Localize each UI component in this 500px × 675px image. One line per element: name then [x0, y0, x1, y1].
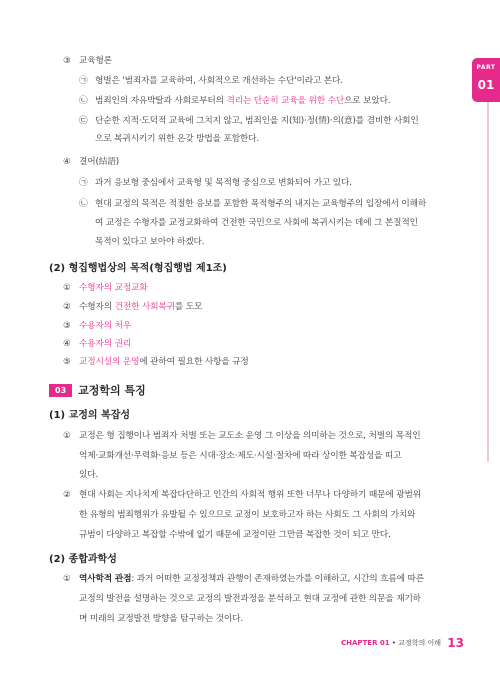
item-mark: ㉢ — [79, 116, 88, 126]
synthesis-line — [79, 593, 421, 605]
item-text: 현대 사회는 지나치게 복잡다단하고 인간의 사회적 행위 또한 너무나 다양하기 때문에 광범위 — [79, 490, 421, 500]
item-highlight: 수용자의 권리 — [79, 339, 132, 349]
item-highlight: 격리는 단순히 교육을 위한 수단 — [226, 96, 345, 106]
block2-item — [79, 177, 352, 189]
item-num: ③ — [63, 321, 71, 331]
block2-item-cont — [95, 236, 204, 248]
item-num: ① — [63, 574, 71, 584]
item-highlight: 수형자의 교정교화 — [79, 283, 148, 293]
section-heading-complexity: (1) 교정의 복잡성 — [49, 410, 131, 421]
complexity-line — [79, 469, 98, 481]
purpose-item — [63, 282, 148, 294]
purpose-item — [63, 338, 131, 350]
item-num: ⑤ — [63, 357, 71, 367]
complexity-line — [63, 489, 421, 501]
item-num: ② — [63, 302, 71, 312]
synthesis-line — [63, 573, 424, 585]
item-text: 으로 복귀시키기 위한 온갖 방법을 포함한다. — [95, 134, 260, 144]
complexity-line — [79, 509, 415, 521]
item-text-tail: 으로 보았다. — [344, 96, 391, 106]
item-text: 현대 교정의 목적은 적절한 응보를 포함한 목적형주의 내지는 교육형주의 입장에서 이해하 — [95, 199, 427, 209]
part-label: PART — [476, 64, 496, 71]
item-text: 형벌은 '범죄자를 교육하여, 사회적으로 개선하는 수단'이라고 본다. — [95, 76, 343, 86]
synthesis-line — [79, 613, 243, 625]
item-highlight: 수용자의 처우 — [79, 321, 132, 331]
item-text: 여 교정은 수형자를 교정교화하여 건전한 국민으로 사회에 복귀시키는 데에 그 본질적인 — [95, 218, 418, 228]
footer-separator: • — [391, 639, 397, 647]
item-text: 범죄인의 자유박탈과 사회로부터의 — [95, 96, 227, 106]
item-num: ④ — [63, 339, 71, 349]
section-heading-synthesis: (2) 종합과학성 — [49, 554, 117, 565]
item-text: 한 유형의 범죄행위가 유발될 수 있으므로 교정이 보호하고자 하는 사회도 그 사회의 가치와 — [79, 510, 416, 520]
part-tab — [472, 58, 500, 102]
complexity-line — [63, 430, 421, 442]
item-text: 수형자의 — [79, 302, 115, 312]
purpose-item — [63, 320, 131, 332]
item-text: 규범이 다양하고 복잡할 수밖에 없기 때문에 교정이란 그만큼 복잡한 것이 되고 만다. — [79, 530, 391, 540]
purpose-item — [63, 301, 202, 313]
side-divider — [487, 102, 489, 462]
block2-heading — [63, 156, 119, 168]
part-number: 01 — [477, 78, 495, 92]
section-title-text: 교정학의 특징 — [78, 384, 146, 397]
item-text: 며 미래의 교정발전 방향을 탐구하는 것이다. — [79, 614, 244, 624]
item-num: ① — [63, 431, 71, 441]
item-mark: ㉡ — [79, 199, 88, 209]
item-text: 있다. — [79, 470, 99, 480]
block1-item-cont — [95, 133, 259, 145]
page-number: 13 — [447, 636, 464, 650]
item-mark: ㉠ — [79, 76, 88, 86]
item-highlight: 건전한 사회복귀 — [114, 302, 175, 312]
item-text: 교정은 형 집행이나 범죄자 처벌 또는 교도소 운영 그 이상을 의미하는 것으로, 처벌의 목적인 — [79, 431, 421, 441]
block1-heading-num: ③ — [63, 56, 71, 66]
footer-chapter-title: 교정학의 이해 — [398, 639, 442, 647]
block1-item — [79, 95, 391, 107]
complexity-line — [79, 450, 401, 462]
block1-item — [79, 115, 419, 127]
page-footer — [341, 636, 464, 650]
item-text: 과거 응보형 중심에서 교육형 및 목적형 중심으로 변화되어 가고 있다. — [95, 178, 352, 188]
block2-heading-text: 결어(結語) — [79, 157, 120, 167]
item-highlight: 교정시설의 운영 — [79, 357, 140, 367]
item-text-tail: 에 관하여 필요한 사항을 규정 — [139, 357, 249, 367]
item-text: 교정의 발전을 설명하는 것으로 교정의 발전과정을 분석하고 현대 교정에 관한 의문을 재기하 — [79, 594, 421, 604]
item-num: ② — [63, 490, 71, 500]
block1-item — [79, 75, 343, 87]
item-text: 단순한 지적·도덕적 교육에 그치지 않고, 범죄인을 지(知)·정(情)·의(意)를 겸비한 사회인 — [95, 116, 419, 126]
item-text: 목적이 있다고 보아야 하겠다. — [95, 237, 205, 247]
block1-heading — [63, 55, 112, 67]
item-mark: ㉠ — [79, 178, 88, 188]
section-badge: 03 — [49, 384, 72, 397]
item-num: ① — [63, 283, 71, 293]
footer-chapter: CHAPTER 01 — [340, 639, 390, 647]
block1-heading-text: 교육형론 — [79, 56, 112, 66]
block2-item — [79, 198, 426, 210]
item-mark: ㉡ — [79, 96, 88, 106]
item-text: : 과거 어떠한 교정정책과 관행이 존재하였는가를 이해하고, 시간의 흐름에 따른 — [131, 574, 424, 584]
purpose-item — [63, 356, 249, 368]
section-heading-purpose: (2) 형집행법상의 목적(형집행법 제1조) — [49, 263, 227, 274]
section-03-title — [49, 384, 146, 398]
complexity-line — [79, 529, 391, 541]
item-text-tail: 를 도모 — [174, 302, 203, 312]
item-term: 역사학적 관점 — [79, 574, 132, 584]
item-text: 억제·교화개선·무력화·응보 등은 시대·장소·제도·시설·절차에 따라 상이한 복잡성을 띠고 — [79, 451, 402, 461]
block2-heading-num: ④ — [63, 157, 71, 167]
block2-item-cont — [95, 217, 418, 229]
